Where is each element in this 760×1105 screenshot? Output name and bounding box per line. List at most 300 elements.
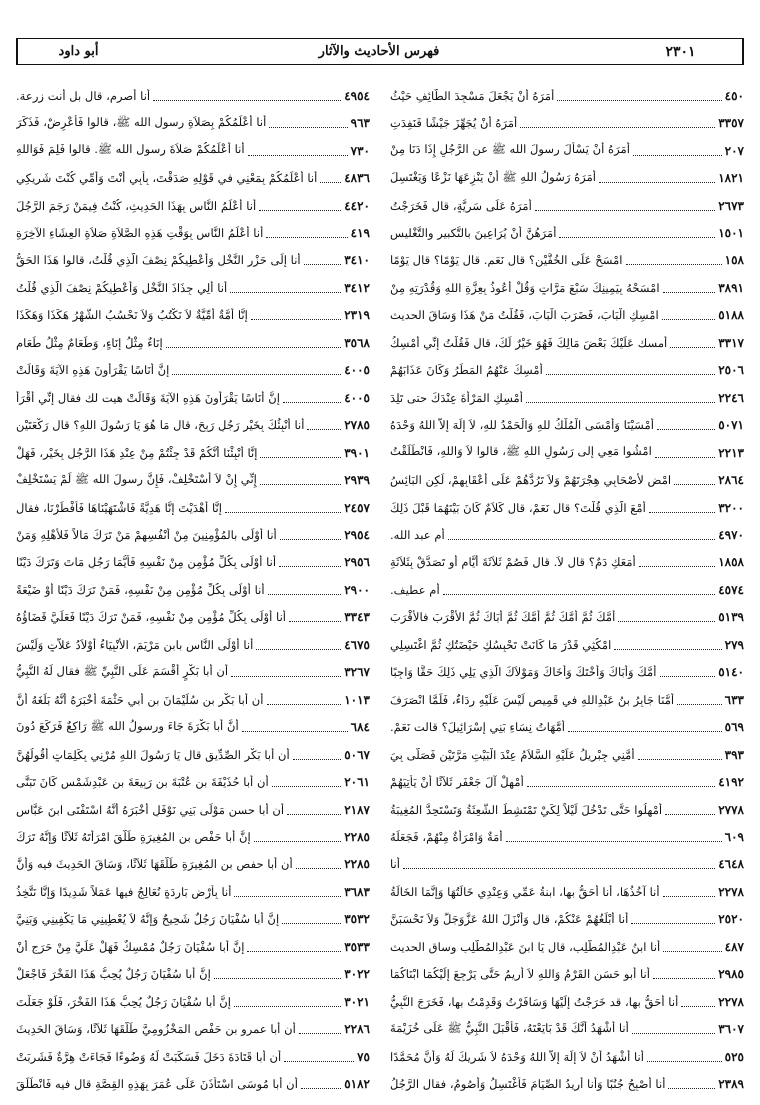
index-entry — [390, 741, 744, 768]
entry-text: امْسَحْهُ بِيَمِينِكَ سَبْعَ مَرَّاتٍ وَقُلْ أَعُوذُ بِعِزَّةِ اللهِ وَقُدْرَتِهِ مِنْ — [390, 280, 660, 295]
entry-text: أن أبا بَكْرٍ الصِّدِّيقِ قال يَا رَسُولَ اللهِ مُرْنِي بِكَلِمَاتٍ أَقُولُهُنَّ — [16, 747, 290, 762]
entry-text: أَنَّ أبا بَكْرَةَ جَاءَ ورسولُ الله ﷺ رَاكِعٌ فَرَكَعَ دُونَ — [16, 718, 239, 733]
index-entry — [390, 247, 744, 274]
leader-dots — [234, 887, 341, 897]
index-entry — [16, 549, 370, 576]
hadith-number: ٣٣٥٧ — [718, 116, 744, 131]
hadith-number: ٩٦٣ — [350, 116, 370, 131]
entry-text: أن أبا حُذَيْفَةَ بن عُتْبَةَ بن رَبِيعَةَ بن عَبْدِشَمْسٍ كَانَ تَبَنَّى — [16, 775, 269, 790]
hadith-number: ٦٨٤ — [350, 720, 370, 735]
hadith-number: ٢٧٧٨ — [718, 802, 744, 817]
hadith-number: ٢٩٠٠ — [344, 582, 370, 597]
entry-text: امْضِ لأَصْحَابِي هِجْرَتَهُمْ وَلاَ تَرُدَّهُمْ عَلَى أَعْقَابِهِمْ، لَكِنِ البَائِسُ — [390, 473, 672, 488]
hadith-number: ٤١٩٢ — [718, 775, 744, 790]
entry-text: امْشُوا مَعِي إلى رَسُولِ اللهِ ﷺ، قالوا لاَ وَاللهِ، فَانْطَلَقْتُ — [390, 444, 652, 459]
entry-text: أنا أَبْلَغُهُمْ عَنْكُمْ، قال وَأَنْزَلَ اللهُ عَزَّوَجَلَّ وَلاَ تَحْسَبَنَّ — [390, 912, 629, 927]
page-number: ٢٣٠١ — [619, 39, 743, 64]
right-column — [380, 82, 744, 1098]
hadith-number: ٢٠٦١ — [344, 775, 370, 790]
hadith-number: ٢٢١٣ — [718, 445, 744, 460]
index-entry — [16, 411, 370, 438]
hadith-number: ٤٩٧٠ — [718, 527, 744, 542]
leader-dots — [282, 914, 341, 924]
entry-text: إِنَّ أبا حَفْصِ بن المُغِيرَةِ طَلَّقَ امْرَأَتَهُ ثَلاَثًا وَإِنَّهُ تَرَكَ — [16, 829, 251, 844]
entry-text: أَمْهِلُوا حَتَّى تَدْخُلَ لَيْلاً لِكَيْ تَمْتَشِطَ الشَّعِثَةُ وَتَسْتَحِدَّ المُغِيبَةُ — [390, 802, 663, 817]
leader-dots — [649, 503, 715, 513]
leader-dots — [632, 1024, 715, 1034]
index-entry — [16, 466, 370, 493]
leader-dots — [403, 859, 715, 869]
hadith-number: ٥١٤٠ — [718, 665, 744, 680]
index-entry — [390, 411, 744, 438]
leader-dots — [559, 228, 715, 238]
entry-text: أنا بِأَرْضٍ بَارِدَةٍ نُعَالِجُ فيها عَمَلاً شَدِيدًا وَإِنَّا نَتَّخِذُ — [16, 884, 232, 899]
entry-text: أُمَّهَاتُ نِسَاءِ بَنِي إِسْرَائِيلَ؟ قالت نَعَمْ. — [390, 720, 566, 735]
leader-dots — [260, 475, 341, 485]
index-entry — [16, 192, 370, 219]
index-page — [16, 38, 744, 1098]
index-entry — [16, 384, 370, 411]
hadith-number: ٤٩٥٤ — [344, 88, 370, 103]
hadith-number: ٢٠٧ — [724, 143, 744, 158]
index-entry — [16, 906, 370, 933]
entry-text: أَمْسِكِ المَرْأَةَ عِنْدَكَ حتى تَلِدَ — [390, 390, 523, 405]
leader-dots — [535, 201, 715, 211]
index-entry — [390, 1015, 744, 1042]
leader-dots — [256, 640, 341, 650]
hadith-number: ٥٠٧١ — [718, 418, 744, 433]
entry-text: أنا أَوْلَى بالمُؤْمِنِينَ مِنْ أَنْفُسِهِمْ مَنْ تَرَكَ مَالاً فَلأَهْلِهِ وَمَنْ — [16, 527, 277, 542]
entry-text: امْكُثِي قَدْرَ مَا كَانَتْ تَحْبِسُكِ حَيْضَتُكِ ثُمَّ اغْتَسِلِي — [390, 637, 612, 652]
leader-dots — [280, 530, 341, 540]
hadith-number: ٥١٨٢ — [344, 1077, 370, 1092]
entry-text: أنا أَوْلَى بِكُلِّ مُؤْمِنٍ مِنْ نَفْسِهِ فَأَيُّمَا رَجُلٍ مَاتَ وَتَرَكَ دَيْنًا — [16, 555, 277, 570]
entry-text: أَمَرَهُ أَنْ يَجْعَلَ مَسْجِدَ الطَّائِفِ حَيْثُ — [390, 88, 555, 103]
hadith-number: ٣٤١٠ — [344, 253, 370, 268]
hadith-number: ١٨٥٨ — [718, 555, 744, 570]
book-name: أبو داود — [17, 39, 139, 64]
hadith-number: ٢٢٨٥ — [344, 857, 370, 872]
hadith-number: ٢٨٦٤ — [718, 473, 744, 488]
hadith-number: ٧٥ — [357, 1049, 370, 1064]
entry-text: أنا أَعْلَمُكُمْ بِصَلاَةِ رسول الله ﷺ، قالوا فَأَعْرِضْ، فَذَكَرَ — [16, 114, 267, 129]
leader-dots — [247, 942, 341, 952]
hadith-number: ٦٣٣ — [724, 692, 744, 707]
leader-dots — [304, 255, 342, 265]
hadith-number: ٢٥٢٠ — [718, 912, 744, 927]
hadith-number: ٤٦٤٨ — [718, 857, 744, 872]
hadith-number: ٣٨٩١ — [718, 280, 744, 295]
index-entry — [16, 686, 370, 713]
index-entry — [16, 741, 370, 768]
index-entry — [390, 164, 744, 191]
index-entry — [390, 219, 744, 246]
leader-dots — [681, 997, 715, 1007]
entry-text: أنا أُصْبِحُ جُنُبًا وَأنا أُرِيدُ الصِّيَامَ فَأَغْتَسِلُ وَأَصُومُ، فقال الرَّجُلُ — [390, 1077, 666, 1092]
leader-dots — [557, 91, 721, 101]
leader-dots — [660, 667, 716, 677]
leader-dots — [639, 557, 715, 567]
hadith-number: ١٨٢١ — [718, 171, 744, 186]
index-entry — [390, 796, 744, 823]
leader-dots — [527, 777, 715, 787]
index-entry — [16, 1043, 370, 1070]
entry-text: أَمَرَهُ عَلَى سَرِيَّةٍ، قال فَخَرَجْتُ — [390, 198, 532, 213]
index-entry — [390, 1043, 744, 1070]
hadith-number: ٢٢٨٦ — [344, 1022, 370, 1037]
index-columns — [16, 82, 744, 1098]
hadith-number: ٤٠٠٥ — [344, 363, 370, 378]
leader-dots — [251, 310, 341, 320]
leader-dots — [284, 1052, 354, 1062]
index-entry — [390, 961, 744, 988]
hadith-number: ٥٢٥ — [724, 1049, 744, 1064]
index-title: فهرس الأحاديث والآثار — [318, 44, 440, 59]
entry-text: أنا أَعْلَمُ النَّاسِ بِهَذَا الحَدِيثِ، كُنْتُ فِيمَنْ رَجَمَ الرَّجُلَ — [16, 198, 257, 213]
leader-dots — [230, 283, 341, 293]
entry-text: إِنَّ أبا سُفْيَانَ رَجُلٌ مُمْسِكٌ فَهَلْ عَلَيَّ مِنْ حَرَجٍ أَنْ — [16, 939, 245, 954]
hadith-number: ٤٦٧٥ — [344, 637, 370, 652]
index-entry — [390, 357, 744, 384]
leader-dots — [293, 750, 341, 760]
hadith-number: ٣٥٣٣ — [344, 939, 370, 954]
leader-dots — [225, 503, 341, 513]
hadith-number: ٤٠٠٥ — [344, 390, 370, 405]
hadith-number: ٢٢٤٦ — [718, 390, 744, 405]
hadith-number: ٥١٨٨ — [718, 308, 744, 323]
hadith-number: ٢٩٣٩ — [344, 473, 370, 488]
hadith-number: ٣٠٢١ — [344, 994, 370, 1009]
index-entry — [16, 439, 370, 466]
entry-text: أن أبا حفص بن المُغِيرَةِ طَلَّقَهَا ثَلاَثًا، وَسَاقَ الحَدِيثَ فيه وَأَنَّ — [16, 857, 293, 872]
leader-dots — [267, 695, 342, 705]
hadith-number: ٣٩٠١ — [344, 445, 370, 460]
index-entry — [390, 933, 744, 960]
index-entry — [16, 604, 370, 631]
leader-dots — [307, 420, 341, 430]
leader-dots — [618, 612, 715, 622]
index-entry — [16, 274, 370, 301]
entry-text: أنا آخُذُهَا، أنا أَحَقُّ بها، ابنةُ عَمِّي وَعِنْدِي خَالَتُهَا وَإِنَّمَا الخَالَةُ — [390, 884, 660, 899]
entry-text: امْسِكِ الْبَابَ، فَضَرَبَ الْبَابَ، فَقُلْتُ مَنْ هَذَا وَسَاقَ الحديث — [390, 308, 659, 323]
leader-dots — [546, 365, 715, 375]
hadith-number: ٤٨٧ — [724, 939, 744, 954]
leader-dots — [677, 695, 722, 705]
entry-text: أنا أَعْلَمُكُمْ صَلاَةَ رسول الله ﷺ. قالوا فَلِمَ فَوَاللهِ — [16, 142, 245, 157]
index-entry — [390, 686, 744, 713]
entry-text: أَمَعَكِ دَمٌ؟ قال لاَ. قال فَصُمْ ثَلاَثَةَ أَيَّامٍ أو تَصَدَّقْ بِثَلاَثَةِ — [390, 555, 636, 570]
entry-text: إِنِّي إِنْ لاَ أَسْتَخْلِفْ، فَإِنَّ رسولَ الله ﷺ لَمْ يَسْتَخْلِفْ — [16, 471, 257, 486]
hadith-number: ٢٩٨٥ — [718, 967, 744, 982]
entry-text: أَمَّنِي جِبْرِيلُ عَلَيْهِ السَّلاَمُ عِنْدَ الْبَيْتِ مَرَّتَيْنِ فَصَلَّى بِيَ — [390, 747, 635, 762]
leader-dots — [568, 722, 722, 732]
entry-text: أَمَّنَا جَابِرُ بنُ عَبْدِاللهِ في قَمِيصٍ لَيْسَ عَلَيْهِ رِدَاءٌ، فَلَمَّا انْصَرَفَ — [390, 692, 675, 707]
hadith-number: ٤٤٢٠ — [344, 198, 370, 213]
hadith-number: ١٠١٣ — [344, 692, 370, 707]
index-entry — [390, 384, 744, 411]
entry-text: إِنَّ أبا سُفْيَانَ رَجُلٌ يُحِبُّ هَذَا الفَخْرَ فَاجْعَلْ — [16, 967, 211, 982]
index-entry — [390, 439, 744, 466]
hadith-number: ٣٠٢٢ — [344, 967, 370, 982]
hadith-number: ٣٥٣٢ — [344, 912, 370, 927]
leader-dots — [283, 393, 341, 403]
entry-text: أنا أَلِي جِذَاذَ النَّخْلِ وَأُعْطِيكُمْ نِصْفَ الَّذِي قُلْتُ — [16, 280, 228, 295]
index-entry — [16, 768, 370, 795]
index-entry — [390, 109, 744, 136]
entry-text: أن أبا مُوسَى اسْتَأْذَنَ عَلَى عُمَرَ بِهَذِهِ القِصَّةِ قال فيه فَانْطَلَقَ — [16, 1077, 298, 1092]
hadith-number: ٢٣٨٩ — [718, 1077, 744, 1092]
leader-dots — [166, 338, 342, 348]
entry-text: أَمْسَيْنَا وَأَمْسَى الْمُلْكُ للهِ وَالْحَمْدُ للهِ، لاَ إِلَهَ إِلاَّ اللهُ وَحْدَهُ — [390, 418, 654, 433]
leader-dots — [268, 585, 342, 595]
leader-dots — [242, 722, 348, 732]
leader-dots — [234, 997, 341, 1007]
hadith-number: ٣٥٦٨ — [344, 335, 370, 350]
entry-text: أن أبا قَتَادَةَ دَخَلَ فَسَكَبَتْ لَهُ وَضُوءًا فَجَاءَتْ هِرَّةٌ فَشَرِبَتْ — [16, 1049, 282, 1064]
entry-text: أَمَرَهُ أَنْ يَسْأَلَ رسولَ الله ﷺ عن الرَّجُلِ إِذَا دَنَا مِنْ — [390, 142, 630, 157]
entry-text: أَمَةٌ وَامْرَأَةٌ مِنْهُمْ، فَجَعَلَهُ — [390, 829, 503, 844]
leader-dots — [506, 832, 722, 842]
index-entry — [390, 1070, 744, 1097]
leader-dots — [653, 969, 715, 979]
hadith-number: ٢٤٥٧ — [344, 500, 370, 515]
index-entry — [16, 82, 370, 109]
entry-text: أنا أَوْلَى بِكُلِّ مُؤْمِنٍ مِنْ نَفْسِهِ، فَمَنْ تَرَكَ دَيْنًا فَعَلَيَّ قَضَاؤُهُ — [16, 610, 287, 625]
hadith-number: ٥٠٦٧ — [344, 747, 370, 762]
hadith-number: ٢٢٨٥ — [344, 829, 370, 844]
index-entry — [390, 713, 744, 740]
hadith-number: ٢٢٧٨ — [718, 884, 744, 899]
entry-text: أُمْسِكَ عَنْهُمُ المَطَرُ وَكَانَ عَذَابَهُمْ — [390, 363, 543, 378]
entry-text: أن أبا بَكْرٍ أَقْسَمَ عَلَى النَّبِيِّ ﷺ فقال لَهُ النَّبِيُّ — [16, 663, 229, 678]
leader-dots — [266, 228, 347, 238]
entry-text: أنا أَعْلَمُكُمْ بِمَعْنِي في قَوْلِهِ صَدَقْتَ، بِأَبِي أَنْتَ وَأُمِّي كُنْتَ شَرِيكِي — [16, 171, 318, 186]
hadith-number: ٣٩٣ — [724, 747, 744, 762]
index-entry — [16, 576, 370, 603]
index-entry — [390, 659, 744, 686]
index-entry — [16, 796, 370, 823]
entry-text: أَمْهِلْ آلَ جَعْفَرٍ ثَلاَثًا أَنْ يَأْتِيَهُمْ — [390, 775, 524, 790]
leader-dots — [665, 805, 715, 815]
entry-text: إِنَّ أبا سُفْيَانَ رَجُلٌ شَحِيحٌ وَإِنَّهُ لاَ يُعْطِينِي مَا يَكْفِينِي وَبَنِيَّ — [16, 912, 280, 927]
leader-dots — [287, 805, 341, 815]
leader-dots — [299, 1024, 341, 1034]
index-entry — [390, 329, 744, 356]
index-entry — [16, 823, 370, 850]
entry-text: أنا ابنُ عَبْدِالمُطَّلِبِ، قال يَا ابنَ عَبْدِالمُطَّلِبِ وساق الحديث — [390, 939, 661, 954]
hadith-number: ١٥٨ — [724, 253, 744, 268]
leader-dots — [296, 859, 342, 869]
hadith-number: ٢٢٧٨ — [718, 994, 744, 1009]
entry-text: أنا أَوْلَى النَّاسِ بابنِ مَرْيَمَ، الأَنْبِيَاءُ أَوْلاَدُ عَلاَّتٍ وَلَيْسَ — [16, 637, 254, 652]
leader-dots — [663, 283, 716, 293]
entry-text: إِنَّا أُنْبِئْنَا أَنَّكُمْ قَدْ جِئْتُمْ مِنْ عِنْدِ هَذَا الرَّجُلِ بِخَيْرٍ، فَهَلْ — [16, 445, 258, 460]
hadith-number: ٣٢٦٧ — [344, 665, 370, 680]
hadith-number: ٣٦٨٣ — [344, 884, 370, 899]
index-entry — [16, 1070, 370, 1097]
entry-text: إِنَّ أبا سُفْيَانَ رَجُلٌ يُحِبُّ هَذَا الفَخْرَ، فَلَوْ جَعَلْتَ — [16, 994, 231, 1009]
entry-text: أَمَرَهُنَّ أَنْ يُرَاعِينَ بالتَّكبيرِ والتَّغْليسِ — [390, 225, 557, 240]
entry-text: أن أبا بَكْرِ بن سُلَيْمَانَ بن أبي حَثْمَةَ أَخْبَرَهُ أَنَّهُ بَلَغَهُ أَنَّ — [16, 692, 264, 707]
entry-text: أنا أَوْلَى بِكُلِّ مُؤْمِنٍ مِنْ نَفْسِهِ، فَمَنْ تَرَكَ دَيْنًا أَوْ ضَيْعَةً — [16, 582, 265, 597]
leader-dots — [259, 201, 341, 211]
entry-text: أنا إِلَى حَزْرِ النَّخْلِ وَأُعْطِيكُمْ نِصْفَ الَّذِي قُلْتُ، قالوا هَذَا الحَقُّ — [16, 253, 301, 268]
left-column — [16, 82, 380, 1098]
index-entry — [16, 851, 370, 878]
page-header — [16, 38, 744, 65]
hadith-number: ٢١٨٧ — [344, 802, 370, 817]
leader-dots — [631, 914, 715, 924]
entry-text: أمسك عَلَيْكَ بَعْضَ مَالِكَ فَهُوَ خَيْرٌ لَكَ، قال فَقُلْتُ إِنِّي أُمْسِكُ — [390, 335, 668, 350]
leader-dots — [153, 91, 341, 101]
hadith-number: ٢٧٨٥ — [344, 418, 370, 433]
leader-dots — [657, 420, 715, 430]
index-entry — [390, 137, 744, 164]
index-entry — [16, 247, 370, 274]
leader-dots — [668, 1079, 715, 1089]
index-entry — [16, 933, 370, 960]
index-entry — [16, 329, 370, 356]
index-entry — [390, 82, 744, 109]
leader-dots — [301, 1079, 341, 1089]
entry-text: أنا أُنْبِئُكَ بِخَيْرِ رَجُلٍ رَبِحَ، قال مَا هُوَ يَا رَسُولَ اللهِ؟ قال رَكْعَتَيْنِ — [16, 418, 305, 433]
leader-dots — [269, 118, 347, 128]
entry-text: أُمَّكَ ثُمَّ أُمَّكَ ثُمَّ أُمَّكَ ثُمَّ أَبَاكَ ثُمَّ الأَقْرَبَ فالأَقْرَبَ — [390, 610, 616, 625]
entry-text: إِنَّا أَهْدَيْتَ إِنَّا هَدِيَّةً فَاشْتَهَيْنَاهَا فَأَفْطَرْنَا، فقال — [16, 500, 222, 515]
index-entry — [16, 659, 370, 686]
hadith-number: ١٥٠١ — [718, 225, 744, 240]
entry-text: أم عطيف. — [390, 582, 440, 597]
entry-text: امْسَحْ عَلَى الخُفَّيْنِ؟ قال نَعَم. قال يَوْمًا؟ قال يَوْمًا — [390, 253, 623, 268]
hadith-number: ٢٦٧٣ — [718, 198, 744, 213]
index-entry — [390, 549, 744, 576]
hadith-number: ٢٧٩ — [724, 637, 744, 652]
leader-dots — [663, 887, 716, 897]
leader-dots — [448, 530, 715, 540]
index-entry — [16, 631, 370, 658]
index-entry — [390, 988, 744, 1015]
leader-dots — [248, 146, 348, 156]
leader-dots — [254, 832, 341, 842]
index-entry — [390, 494, 744, 521]
index-entry — [390, 192, 744, 219]
index-entry — [390, 274, 744, 301]
entry-text: إِنَّ أُنَاسًا يَقْرَأُونَ هَذِهِ الآيَةَ وَقَالَتْ هيت لك فقال إِنِّي أَقْرَأُ — [16, 390, 280, 405]
entry-text: أنا أَعْلَمُ النَّاسِ بِوَقْتِ هَذِهِ الصَّلاَةِ صَلاَةِ العِشَاءِ الآخِرَةِ — [16, 225, 264, 240]
hadith-number: ٥١٣٩ — [718, 610, 744, 625]
entry-text: أم عبد الله. — [390, 527, 445, 542]
index-entry — [390, 768, 744, 795]
entry-text: أن أبا حسن مَوْلَى بَنِي نَوْفَلٍ أَخْبَرَهُ أَنَّهُ اسْتَفْتَى ابنَ عَبَّاسٍ — [16, 802, 285, 817]
index-entry — [16, 713, 370, 740]
leader-dots — [520, 118, 715, 128]
index-entry — [390, 906, 744, 933]
entry-text: أن أبا عمرو بن حَفْصٍ المَخْزُومِيَّ طَلَّقَهَا ثَلاَثًا، وَسَاقَ الحَدِيثَ — [16, 1022, 296, 1037]
leader-dots — [638, 750, 722, 760]
hadith-number: ٢٣١٩ — [344, 308, 370, 323]
leader-dots — [599, 173, 715, 183]
entry-text: أُمَّكَ وَأَبَاكَ وَأُخْتَكَ وَأَخَاكَ وَمَوْلاَكَ الَّذِي يَلِي ذَلِكَ حَقًّا وَاجِبًا — [390, 665, 657, 680]
entry-text: إِنَاءٌ مِثْلُ إِنَاءٍ، وَطَعَامٌ مِثْلُ طَعَامٍ — [16, 335, 163, 350]
hadith-number: ٦٠٩ — [724, 829, 744, 844]
leader-dots — [172, 365, 341, 375]
leader-dots — [526, 393, 715, 403]
index-entry — [390, 466, 744, 493]
hadith-number: ٢٩٥٤ — [344, 527, 370, 542]
hadith-number: ٤٥٠ — [724, 88, 744, 103]
leader-dots — [272, 777, 342, 787]
index-entry — [16, 521, 370, 548]
leader-dots — [670, 338, 715, 348]
index-entry — [390, 878, 744, 905]
hadith-number: ٢٩٥٦ — [344, 555, 370, 570]
hadith-number: ٣٤١٢ — [344, 280, 370, 295]
entry-text: إِنَّا أُمَّةٌ أُمِّيَّةٌ لاَ نَكْتُبُ وَلاَ نَحْسُبُ الشَّهْرُ هَكَذَا وَهَكَذَا — [16, 308, 248, 323]
hadith-number: ٣٣٤٣ — [344, 610, 370, 625]
index-entry — [390, 823, 744, 850]
leader-dots — [663, 942, 721, 952]
index-entry — [16, 109, 370, 136]
index-entry — [390, 604, 744, 631]
hadith-number: ٣٣١٧ — [718, 335, 744, 350]
leader-dots — [662, 310, 716, 320]
index-entry — [16, 137, 370, 164]
index-entry — [16, 302, 370, 329]
entry-text: أنا أصرم، قال بل أنت زرعة. — [16, 88, 151, 103]
index-entry — [16, 494, 370, 521]
entry-text: أنا أَشْهَدُ أَنَّكَ قَدْ بَايَعْتَهُ، فَأَقْبَلَ النَّبِيُّ ﷺ عَلَى خُزَيْمَةَ — [390, 1020, 629, 1035]
leader-dots — [614, 640, 721, 650]
hadith-number: ٤٨٣٦ — [344, 171, 370, 186]
leader-dots — [231, 667, 341, 677]
hadith-number: ٤١٩ — [350, 225, 370, 240]
leader-dots — [289, 612, 341, 622]
entry-text: أَمَرَهُ أَنْ يُجَهِّزَ جَيْشًا فَنَفِدَتِ — [390, 116, 518, 131]
leader-dots — [214, 969, 341, 979]
index-entry — [390, 521, 744, 548]
entry-text: أَمَرَهُ رَسُولُ اللهِ ﷺ أَنْ يَنْزِعَهَا نَزْعًا وَيَغْتَسِلَ — [390, 169, 597, 184]
hadith-number: ٤٥٧٤ — [718, 582, 744, 597]
leader-dots — [320, 173, 341, 183]
leader-dots — [647, 1052, 722, 1062]
hadith-number: ٧٣٠ — [350, 143, 370, 158]
index-entry — [390, 631, 744, 658]
entry-text: أنا أبو حَسَنٍ القَرْمُ وَاللهِ لاَ أَرِيمُ حَتَّى يَرْجِعَ إِلَيْكُمَا ابْنَاكُمَا — [390, 967, 650, 982]
entry-text: إِنَّ أُنَاسًا يَقْرَأُونَ هَذِهِ الآيَةَ وَقَالَتْ — [16, 363, 170, 378]
index-entry — [390, 851, 744, 878]
hadith-number: ٣٦٠٧ — [718, 1022, 744, 1037]
index-entry — [16, 878, 370, 905]
entry-text: أنا أَحَقُّ بها، قد خَرَجْتُ إِلَيْهَا وَسَافَرْتُ وَقَدِمْتُ بها، فَخَرَجَ النَّبِيُّ — [390, 994, 679, 1009]
entry-text: أنا — [390, 857, 400, 872]
leader-dots — [655, 448, 715, 458]
leader-dots — [279, 557, 341, 567]
entry-text: أنا أَشْهَدُ أَنْ لاَ إِلَهَ إِلاَّ اللهُ وَحْدَهُ لاَ شَرِيكَ لَهُ وَأَنَّ مُحَمَّدًا — [390, 1049, 644, 1064]
index-entry — [16, 219, 370, 246]
leader-dots — [260, 448, 341, 458]
leader-dots — [626, 255, 722, 265]
index-entry — [16, 164, 370, 191]
index-entry — [16, 961, 370, 988]
index-entry — [16, 1015, 370, 1042]
index-entry — [16, 988, 370, 1015]
index-entry — [390, 302, 744, 329]
index-entry — [16, 357, 370, 384]
hadith-number: ٢٥٠٦ — [718, 363, 744, 378]
entry-text: أَمْعَ الَّذِي قُلْتَ؟ قال نَعَمْ، قال كَلاَمٌ كَانَ بَيْنَهُمَا قَبْلَ ذَلِكَ — [390, 500, 646, 515]
leader-dots — [633, 146, 722, 156]
hadith-number: ٥٦٩ — [724, 720, 744, 735]
